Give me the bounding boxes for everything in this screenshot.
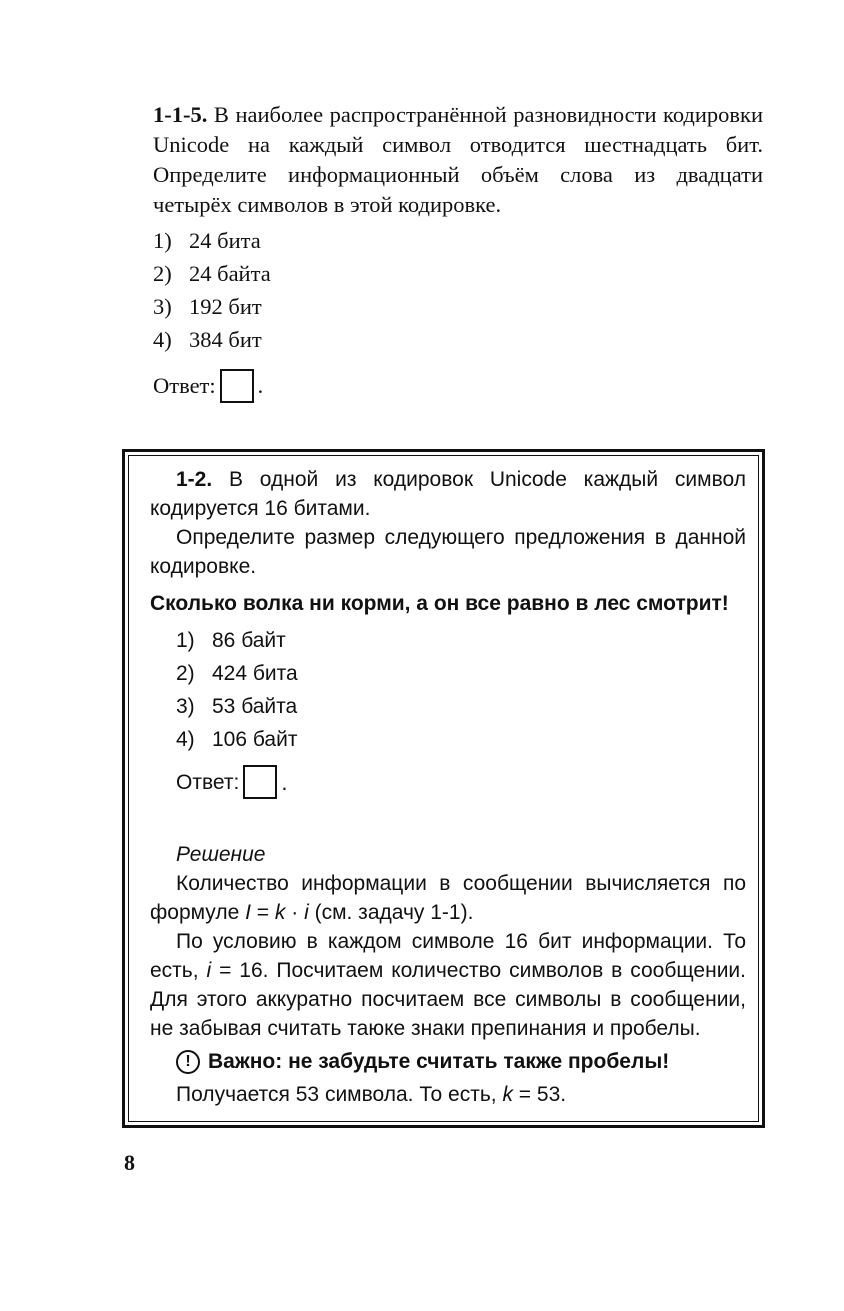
solution-title: Решение: [176, 843, 266, 866]
problem-1-1-5-text: [153, 100, 763, 220]
problem-number: 1-1-5.: [153, 102, 208, 127]
problem-question: Определите размер следующего предложения в данной кодировке.: [150, 526, 746, 578]
answer-row: [176, 762, 746, 802]
option-4[interactable]: 4) 384 бит: [153, 327, 262, 352]
answer-end: .: [281, 769, 288, 795]
solution-result: Получается 53 символа. То есть, k = 53.: [176, 1083, 567, 1106]
problem-statement: В одной из кодировок Unicode каждый символ кодируется 16 битами.: [150, 468, 746, 520]
answer-end: .: [257, 373, 264, 398]
problem-1-1-5: [153, 100, 763, 406]
answer-label: Ответ:: [153, 373, 216, 398]
problem-statement: В наиболее распространённой разновидности кодировки Unicode на каждый символ отводится шестнадцать бит. Определите информационный объём слова из двадцати четырёх символов в этой кодировке.: [153, 102, 764, 217]
option-1[interactable]: 1) 86 байт: [176, 629, 286, 652]
answer-label: Ответ:: [176, 770, 240, 794]
problem-number: 1-2.: [176, 468, 213, 491]
answer-options: [176, 624, 746, 756]
warning-note: [176, 1047, 746, 1076]
solution-paragraph-2: По условию в каждом символе 16 бит информации. То есть, i = 16. Посчитаем количество символов в сообщении. Для этого аккуратно посчитаем все символы в сообщении, не забывая считать таюке знаки препинания и пробелы.: [150, 930, 746, 1040]
answer-options: [153, 224, 763, 356]
answer-box[interactable]: [243, 765, 277, 799]
answer-box[interactable]: [220, 369, 254, 403]
problem-1-2: [150, 465, 746, 1109]
answer-row: [153, 366, 763, 406]
option-1[interactable]: 1) 24 бита: [153, 228, 261, 253]
warning-text: Важно: не забудьте считать также пробелы!: [208, 1050, 670, 1073]
option-3[interactable]: 3) 192 бит: [153, 294, 262, 319]
page-number: 8: [124, 1150, 135, 1175]
option-3[interactable]: 3) 53 байта: [176, 695, 298, 718]
solution-paragraph-1: Количество информации в сообщении вычисляется по формуле I = k · i (см. задачу 1-1).: [150, 872, 746, 924]
option-2[interactable]: 2) 424 бита: [176, 662, 298, 685]
quoted-sentence: Сколько волка ни корми, а он все равно в лес смотрит!: [150, 592, 729, 615]
option-2[interactable]: 2) 24 байта: [153, 261, 271, 286]
option-4[interactable]: 4) 106 байт: [176, 728, 298, 751]
exclamation-icon: !: [176, 1050, 200, 1074]
problem-1-2-intro: [150, 465, 746, 523]
